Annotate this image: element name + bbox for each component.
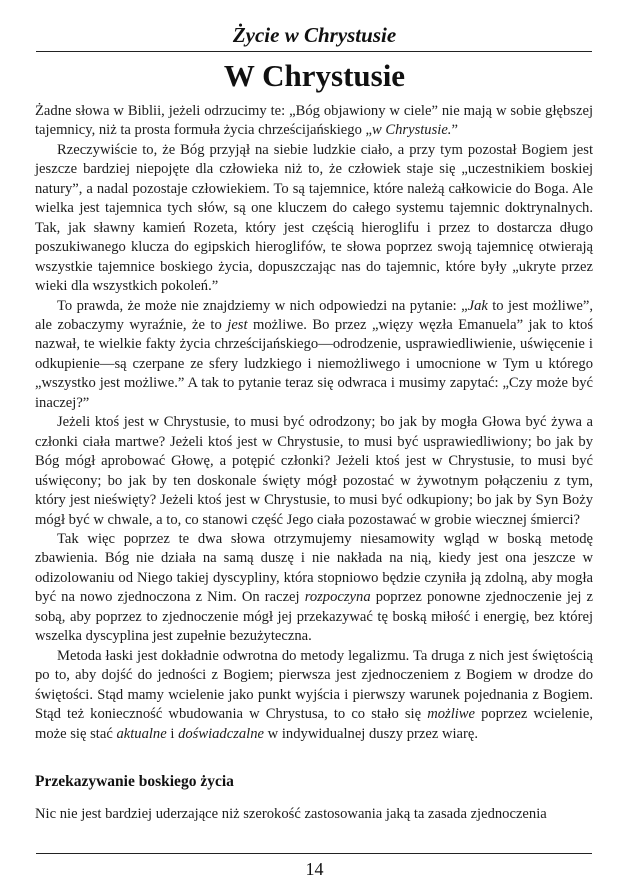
paragraph bbox=[35, 413, 593, 530]
text-segment: To prawda, że może nie znajdziemy w nich odpowiedzi na pytanie: „ bbox=[57, 297, 468, 314]
paragraph bbox=[35, 102, 593, 141]
italic-text-segment: rozpoczyna bbox=[304, 589, 371, 606]
text-segment: Tak więc poprzez te dwa słowa otrzymujemy niesamowity wgląd w boską metodę zbawienia. Bóg nie działa na samą duszę i nie nakłada na nią, kiedy jest ona jeszcze w odizolowaniu od Niego takiej dyscypliny, która stopniowo będzie czyniła ją zdolną, aby mogła być na nowo zjednoczona z Nim. On raczej bbox=[35, 530, 593, 606]
text-segment: Rzeczywiście to, że Bóg przyjął na siebie ludzkie ciało, a przy tym pozostał Bogiem jest jeszcze bardziej niepojęte dla człowieka niż to, że człowiek staje się „uczestnikiem boskiej natury”, a nadal pozostaje człowiekiem. To są tajemnice, które należą całkowicie do Boga. Ale wielka jest tajemnica tych słów, są one kluczem do całego systemu tajemnic doktrynalnych. Tak, jak sławny kamień Rozeta, który jest częścią hieroglifu i przez to dostarcza długo poszukiwanego klucza do egipskich hieroglifów, te słowa poprzez swoją tajemnicę otwierają wszystkie tajemnice boskiego życia, dopuszczając nas do tajemnic, które były „ukryte przez wieki dla wszystkich pokoleń.” bbox=[35, 141, 593, 295]
text-segment: możliwe. Bo przez „więzy węzła Emanuela” jak to ktoś nazwał, te wielkie fakty życia chrześcijańskiego—odrodzenie, usprawiedliwienie, uświęcenie i odkupienie—są czerpane ze sfery ludzkiego i niemożliwego i umocnione w Tym u którego „wszystko jest możliwe.” A tak to pytanie teraz się odwraca i musimy zapytać: „Czy może być inaczej?” bbox=[35, 316, 593, 411]
running-head: Życie w Chrystusie bbox=[232, 23, 397, 47]
italic-text-segment: aktualne bbox=[116, 725, 167, 742]
text-segment: Metoda łaski jest dokładnie odwrotna do metody legalizmu. Ta druga z nich jest świętością po to, aby dojść do jedności z Bogiem; pierwsza jest zjednoczeniem z Bogiem w drodze do świętości. Stąd mamy wcielenie jako punkt wyjścia i pierwszy warunek pojednania z Bogiem. Stąd też konieczność wbudowania w Chrystusa, to co stało się bbox=[35, 647, 593, 723]
paragraph bbox=[35, 530, 593, 647]
header-rule bbox=[36, 51, 592, 52]
footer-rule bbox=[36, 853, 592, 854]
paragraph bbox=[35, 647, 593, 744]
paragraph bbox=[35, 141, 593, 297]
italic-text-segment: w Chrystusie. bbox=[372, 122, 452, 139]
body-text bbox=[35, 102, 593, 744]
text-segment: Jeżeli ktoś jest w Chrystusie, to musi być odrodzony; bo jak by mogła Głowa być żywa a członki ciała martwe? Jeżeli ktoś jest w Chrystusie, to musi być usprawiedliwiony; bo jak by Bóg mógł aprobować Głowę, a potępić członki? Jeżeli ktoś jest w Chrystusie, to musi być uświęcony; bo jak by ten doskonale święty mógł pozostać w żywotnym połączeniu z tym, który jest nieświęty? Jeżeli ktoś jest w Chrystusie, to musi być odkupiony; bo jak by Syn Boży mógł być w chwale, a to, co stanowi część Jego ciała pozostawać w grobie wiecznej śmierci? bbox=[35, 414, 593, 528]
text-segment: poprzez ponowne zjednoczenie jej z sobą, aby poprzez to zjednoczenie mógł jej przekazywać tę boską miłość i energię, bez której wszelka dyscyplina jest zupełnie bezużyteczna. bbox=[35, 589, 593, 645]
text-segment: Żadne słowa w Biblii, jeżeli odrzucimy te: „Bóg objawiony w ciele” nie mają w sobie głębszej tajemnicy, niż ta prosta formuła życia chrześcijańskiego „ bbox=[35, 103, 593, 139]
page-number: 14 bbox=[305, 859, 324, 879]
chapter-title: W Chrystusie bbox=[223, 58, 406, 93]
italic-text-segment: Jak bbox=[467, 297, 488, 314]
section-heading: Przekazywanie boskiego życia bbox=[35, 773, 234, 790]
section-first-line: Nic nie jest bardziej uderzające niż szerokość zastosowania jaką ta zasada zjednoczenia bbox=[35, 806, 547, 822]
italic-text-segment: jest bbox=[227, 316, 248, 333]
text-segment: to jest możliwe”, ale zobaczymy wyraźnie, że to bbox=[35, 297, 593, 333]
text-segment: i bbox=[166, 725, 179, 742]
paragraph bbox=[35, 297, 593, 414]
italic-text-segment: możliwe bbox=[427, 706, 476, 723]
text-segment: w indywidualnej duszy przez wiarę. bbox=[264, 725, 478, 742]
italic-text-segment: doświadczalne bbox=[178, 725, 265, 742]
text-segment: poprzez wcielenie, może się stać bbox=[35, 706, 593, 742]
text-segment: ” bbox=[451, 122, 458, 139]
